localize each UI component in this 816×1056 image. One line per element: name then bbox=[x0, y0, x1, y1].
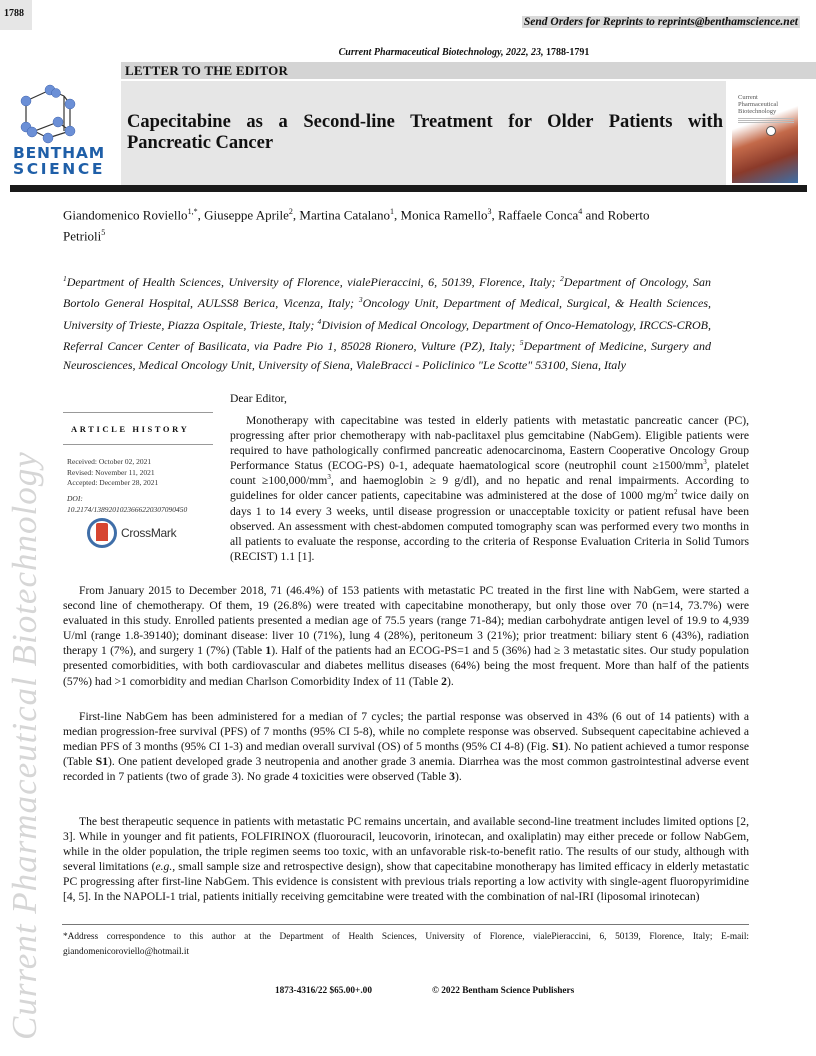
header-rule bbox=[10, 185, 807, 192]
paragraph-3 bbox=[63, 709, 749, 784]
paragraph-2 bbox=[63, 583, 749, 689]
crossmark-bookmark-icon bbox=[96, 523, 108, 541]
article-history-heading: ARTICLE HISTORY bbox=[71, 424, 190, 434]
crossmark-button[interactable] bbox=[87, 518, 205, 554]
affiliation-number: 3 bbox=[358, 295, 363, 305]
author: Monica Ramello bbox=[400, 207, 488, 223]
italic-abbrev: e.g., bbox=[155, 860, 176, 874]
text-run: ). Half of the patients had an ECOG-PS=1 and 5 (36%) had ≥ 3 metastatic sites. Our study population presented comorbidities, with both cardiovascular and diabetes mellitus diseases (64%) being the most frequent. More than half of the patients (57%) had >1 comorbidity and median Charlson Comorbidity Index of 11 (Table bbox=[63, 644, 749, 688]
salutation: Dear Editor, bbox=[230, 392, 287, 405]
history-rule-bottom bbox=[63, 444, 213, 445]
text-run: From January 2015 to December 2018, 71 (46.4%) of 153 patients with metastatic PC treated in the first line with NabGem, were started a second line of chemotherapy. Of them, 19 (26.8%) were treated with capecitabine monotherapy, but only those over 70 (n=14, 73.7%) were evaluated in this study. Enrolled patients presented a median age of 75.5 years (range 71-84); median carbohydrate antigen level of 19.9 to 4,939 U/ml (range 1.8-39140); dominant disease: liver 10 (71%), lung 4 (28%), peritoneum 3 (21%); prior treatment: biliary stent 6 (43%), radiation therapy 1 (7%), and surgery 1 (7%) (Table bbox=[63, 584, 749, 658]
author-affiliation-mark: 1 bbox=[390, 207, 395, 216]
journal-name: Current Pharmaceutical Biotechnology bbox=[338, 47, 502, 58]
received-date: Received: October 02, 2021 bbox=[67, 457, 152, 466]
text-run: , and haemoglobin ≥ 9 g/dl), and no hepatic and renal impairments. According to guidelines for older cancer patients, capecitabine was administered at the dose of 1000 mg/m bbox=[230, 474, 749, 503]
logo-line-bentham: BENTHAM bbox=[13, 144, 105, 162]
affiliation: Division of Medical Oncology, Department of Onco-Hematology, IRCCS-CROB, Referral Cancer Center of Basilicata, via Padre Pio 1, 85028 Rionero, Vulture (PZ), Italy; bbox=[63, 317, 711, 354]
table-reference-link[interactable]: 3 bbox=[449, 770, 455, 784]
affiliation: Department of Medicine, Surgery and Neurosciences, Medical Oncology Unit, University of Siena, VialeBracci - Policlinico "Le Scotte" 53100, Siena, Italy bbox=[63, 339, 711, 372]
text-run: ). bbox=[454, 770, 462, 784]
paragraph-4 bbox=[63, 814, 749, 905]
doi-block bbox=[67, 493, 187, 515]
footnote-rule bbox=[62, 924, 749, 925]
affiliation: Department of Oncology, San Bortolo General Hospital, AULSS8 Berica, Vicenza, Italy; bbox=[63, 275, 712, 311]
author-affiliation-mark: 1,* bbox=[187, 207, 198, 216]
affiliation-number: 5 bbox=[519, 338, 524, 348]
copyright: © 2022 Bentham Science Publishers bbox=[432, 986, 575, 996]
article-history-dates bbox=[67, 457, 158, 489]
figure-reference-link[interactable]: S1 bbox=[551, 740, 565, 754]
journal-volume: 23 bbox=[531, 47, 542, 58]
cover-title-line: Biotechnology bbox=[738, 108, 777, 115]
text-run: small sample size and retrospective design), show that capecitabine monotherapy has limited efficacy in elderly metastatic PC progressing after first-line NabGem. This evidence is consistent with previous trials reporting a low activity with single-agent fluoropyrimidine [4, 5]. In the NAPOLI-1 trial, patients initially receiving gemcitabine were treated with the combination of nal-IRI (liposomal irinotecan) bbox=[63, 860, 749, 904]
publisher-logo-text bbox=[13, 146, 105, 177]
cover-title-line: Pharmaceutical bbox=[738, 101, 779, 108]
superscript: 3 bbox=[703, 458, 707, 467]
history-rule-top bbox=[63, 412, 213, 413]
page-number: 1788 bbox=[4, 8, 24, 19]
journal-citation: Current Pharmaceutical Biotechnology, 2022, 23, 1788-1791 bbox=[338, 47, 590, 58]
cover-title bbox=[738, 94, 778, 115]
table-reference-link[interactable]: 1 bbox=[265, 644, 272, 658]
correspondence-footnote: *Address correspondence to this author at the Department of Health Sciences, University of Florence, vialePieraccini, 6, 50139, Florence, Italy; E-mail: giandomenicoroviello@hotmail.it bbox=[63, 932, 749, 957]
author: Raffaele Conca bbox=[498, 207, 579, 223]
text-run: First-line NabGem has been administered for a median of 7 cycles; the partial response was observed in 43% (6 out of 14 patients) with a median progression-free survival (PFS) of 7 months (95% CI 5-8), while no complete response was observed. Subsequent capecitabine achieved a median PFS of 3 months (95% CI 1-3) and median overall survival (OS) of 5 months (95% CI 4-8) (Fig. bbox=[63, 710, 749, 754]
author-affiliation-mark: 5 bbox=[101, 228, 106, 238]
doi-label: DOI: bbox=[67, 494, 83, 503]
cover-badge-icon bbox=[766, 126, 776, 136]
article-title: Capecitabine as a Second-line Treatment for Older Patients with Pancreatic Cancer bbox=[127, 112, 723, 153]
superscript: 3 bbox=[327, 473, 331, 482]
logo-line-science: SCIENCE bbox=[13, 159, 106, 178]
author-affiliation-mark: 3 bbox=[487, 207, 492, 216]
author-affiliation-mark: 4 bbox=[578, 207, 583, 216]
author: Roberto Petrioli bbox=[63, 207, 650, 244]
issn-price: 1873-4316/22 $65.00+.00 bbox=[275, 986, 372, 996]
journal-pages: 1788-1791 bbox=[546, 47, 590, 58]
superscript: 2 bbox=[674, 488, 678, 497]
text-run: The best therapeutic sequence in patients with metastatic PC remains uncertain, and available second-line treatment includes limited options [2, 3]. While in younger and fit patients, FOLFIRINOX (fluorouracil, leucovorin, irinotecan, and oxaliplatin) may either precede or follow NabGem, while in the older population, the triple regimen seems too toxic, with an unfavorable risk-to-benefit ratio. The results of our study, although with several limitations ( bbox=[63, 815, 749, 874]
affiliation: Department of Health Sciences, University of Florence, vialePieraccini, 6, 50139, Florence, Italy; bbox=[66, 275, 561, 289]
author: Giuseppe Aprile bbox=[204, 207, 289, 223]
article-type-bar bbox=[121, 62, 816, 79]
text-run: ). One patient developed grade 3 neutropenia and another grade 3 anemia. Diarrhea was the most common gastrointestinal adverse event recorded in 7 patients (two of grade 3). No grade 4 toxicities were observed (Table bbox=[63, 755, 749, 784]
journal-year: 2022 bbox=[506, 47, 527, 58]
paragraph-1 bbox=[230, 413, 749, 564]
author: Martina Catalano bbox=[299, 207, 391, 223]
article-type: LETTER TO THE EDITOR bbox=[125, 63, 289, 78]
text-run: twice daily on days 1 to 14 every 3 weeks, until disease progression or unacceptable toxicity or patient refusal have been observed. An assessment with chest-abdomen computed tomography scan was performed every two months in all patients to evaluate the response, according to the criteria of Response Evaluation Criteria in Solid Tumors (RECIST) 1.1 [1]. bbox=[230, 489, 750, 563]
table-reference-link[interactable]: 2 bbox=[441, 674, 447, 688]
text-run: , platelet count ≥100,000/mm bbox=[230, 459, 749, 488]
cover-subtitle-lines bbox=[738, 118, 794, 124]
affiliation-number: 2 bbox=[560, 274, 564, 283]
author: Giandomenico Roviello bbox=[63, 207, 188, 223]
accepted-date: Accepted: December 28, 2021 bbox=[67, 478, 159, 488]
author-list: Giandomenico Roviello$^{1,*}$, Giuseppe Aprile$^2$, Martina Catalano$^1$, Monica Ramello$^3$, Raffaele Conca$^4$ and Roberto Petrioli$^5$ bbox=[63, 207, 650, 244]
journal-watermark: Current Pharmaceutical Biotechnology bbox=[5, 451, 44, 1040]
affiliation-number: 4 bbox=[317, 316, 322, 326]
cover-title-line: Current bbox=[738, 94, 758, 101]
text-run: ). No patient achieved a tumor response (Table bbox=[63, 740, 749, 769]
author-affiliation-mark: 2 bbox=[288, 207, 293, 216]
journal-cover-thumbnail[interactable] bbox=[732, 82, 798, 183]
text-run: Monotherapy with capecitabine was tested in elderly patients with metastatic pancreatic cancer (PC), progressing after prior chemotherapy with nab-paclitaxel plus gemcitabine (NabGem). Eligible patients were required to have pathologically confirmed pancreatic adenocarcinoma, Eastern Cooperative Oncology Group Performance Status (ECOG-PS) 0-1, adequate haematological score (neutrophil count ≥1500/mm bbox=[230, 414, 749, 473]
text-run: ). bbox=[446, 674, 454, 688]
revised-date: Revised: November 11, 2021 bbox=[67, 467, 155, 477]
table-reference-link[interactable]: S1 bbox=[95, 755, 108, 769]
reprint-notice: Send Orders for Reprints to reprints@benthamscience.net bbox=[523, 16, 798, 28]
affiliation: Oncology Unit, Department of Medical, Surgical, & Health Sciences, University of Trieste, Piazza Ospitale, Trieste, Italy; bbox=[63, 296, 711, 332]
crossmark-label: CrossMark bbox=[121, 526, 177, 540]
affiliation-number: 1 bbox=[63, 274, 67, 283]
affiliations bbox=[63, 270, 711, 374]
doi-link[interactable]: 10.2174/1389201023666220307090450 bbox=[67, 505, 188, 514]
